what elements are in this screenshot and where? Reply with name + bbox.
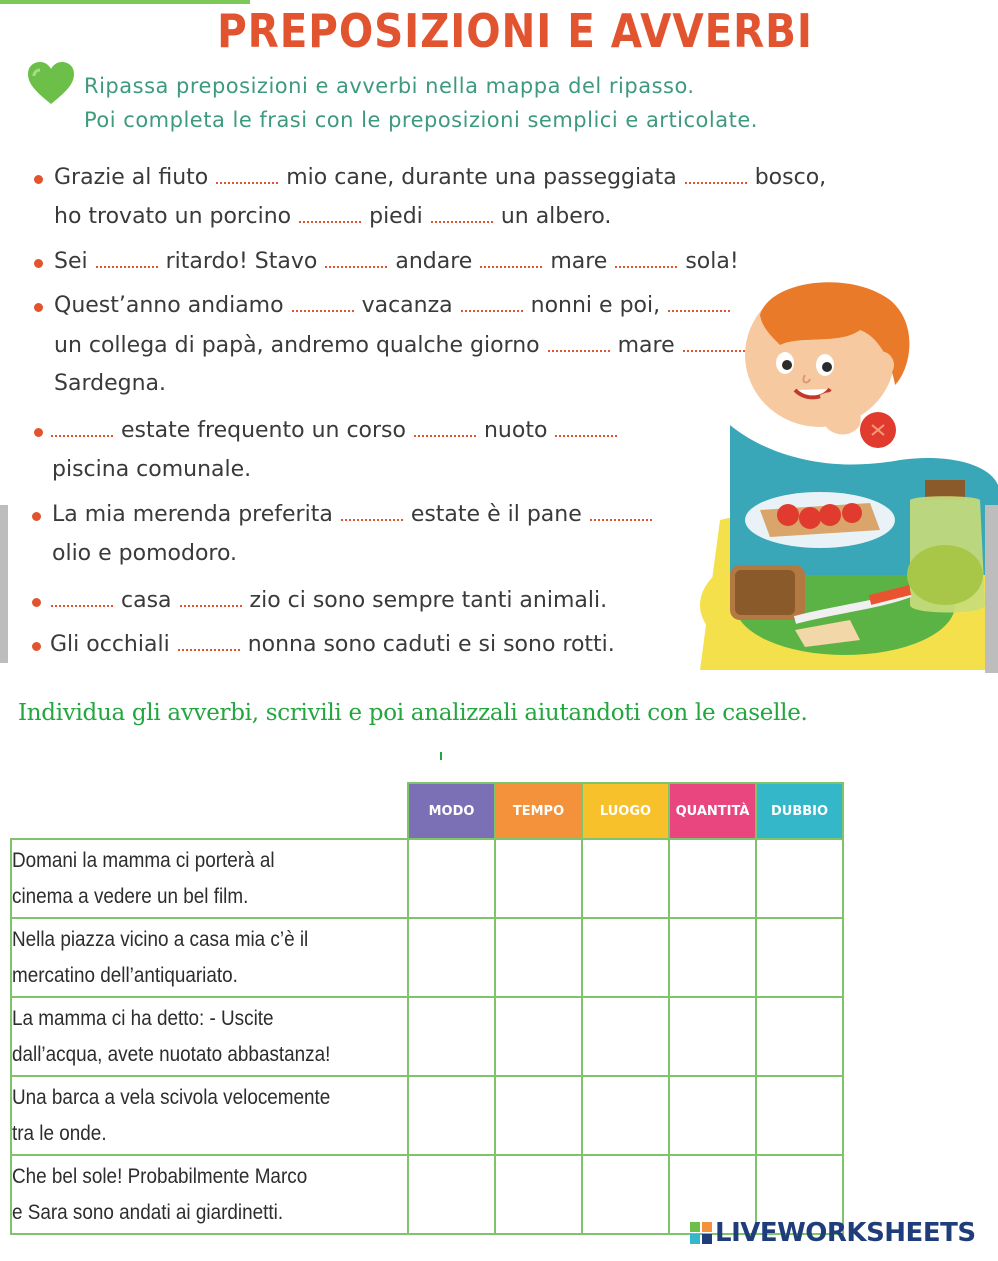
- header-quantita: QUANTITÀ: [669, 783, 756, 839]
- blank-field[interactable]: [555, 429, 617, 437]
- exercise-line: estate frequento un corso nuoto: [50, 418, 618, 443]
- answer-cell-luogo[interactable]: [582, 1076, 669, 1155]
- answer-cell-dubbio[interactable]: [756, 839, 843, 918]
- task-instruction: Individua gli avverbi, scrivili e poi analizzali aiutandoti con le caselle.: [18, 700, 808, 726]
- answer-cell-quantita[interactable]: [669, 997, 756, 1076]
- blank-field[interactable]: [341, 513, 403, 521]
- answer-cell-modo[interactable]: [408, 1155, 495, 1234]
- exercise-line: olio e pomodoro.: [52, 541, 238, 566]
- scroll-edge-left: [0, 505, 8, 663]
- header-modo: MODO: [408, 783, 495, 839]
- answer-cell-modo[interactable]: [408, 1076, 495, 1155]
- answer-cell-dubbio[interactable]: [756, 1076, 843, 1155]
- sentence-cell: Che bel sole! Probabilmente Marco e Sara sono andati ai giardinetti.: [11, 1155, 408, 1234]
- bullet: [34, 428, 43, 437]
- blank-field[interactable]: [480, 260, 542, 268]
- table-row: [11, 1076, 843, 1155]
- answer-cell-tempo[interactable]: [495, 1076, 582, 1155]
- blank-field[interactable]: [414, 429, 476, 437]
- answer-cell-modo[interactable]: [408, 918, 495, 997]
- header-dubbio: DUBBIO: [756, 783, 843, 839]
- answer-cell-modo[interactable]: [408, 839, 495, 918]
- adverb-table: [10, 782, 844, 1235]
- bullet: [32, 512, 41, 521]
- sentence-cell: Domani la mamma ci porterà al cinema a vedere un bel film.: [11, 839, 408, 918]
- blank-field[interactable]: [685, 176, 747, 184]
- sentence-cell: Una barca a vela scivola velocemente tra le onde.: [11, 1076, 408, 1155]
- answer-cell-tempo[interactable]: [495, 1155, 582, 1234]
- liveworksheets-logo: LIVEWORKSHEETS: [690, 1218, 976, 1248]
- blank-field[interactable]: [461, 304, 523, 312]
- table-row: [11, 918, 843, 997]
- header-empty-cell: [11, 783, 408, 839]
- answer-cell-luogo[interactable]: [582, 918, 669, 997]
- bullet: [34, 303, 43, 312]
- bullet: [34, 175, 43, 184]
- answer-cell-quantita[interactable]: [669, 918, 756, 997]
- blank-field[interactable]: [51, 599, 113, 607]
- exercise-line: Sardegna.: [54, 371, 166, 396]
- boy-eating-illustration: [700, 275, 998, 670]
- table-header-row: [11, 783, 843, 839]
- exercise-line: piscina comunale.: [52, 457, 252, 482]
- blank-field[interactable]: [96, 260, 158, 268]
- exercise-line: La mia merenda preferita estate è il pane: [52, 502, 653, 527]
- exercise-line: Quest’anno andiamo vacanza nonni e poi,: [54, 293, 731, 318]
- blank-field[interactable]: [216, 176, 278, 184]
- exercise-line: Sei ritardo! Stavo andare mare sola!: [54, 249, 739, 274]
- header-tempo: TEMPO: [495, 783, 582, 839]
- mark: [440, 752, 442, 760]
- liveworksheets-logo-icon: [690, 1222, 712, 1244]
- blank-field[interactable]: [180, 599, 242, 607]
- sentence-cell: Nella piazza vicino a casa mia c’è il mercatino dell’antiquariato.: [11, 918, 408, 997]
- answer-cell-modo[interactable]: [408, 997, 495, 1076]
- answer-cell-quantita[interactable]: [669, 839, 756, 918]
- scroll-edge-right: [985, 505, 998, 673]
- exercise-line: casa zio ci sono sempre tanti animali.: [50, 588, 607, 613]
- table-row: [11, 839, 843, 918]
- answer-cell-dubbio[interactable]: [756, 918, 843, 997]
- exercise-line: Grazie al fiuto mio cane, durante una passeggiata bosco,: [54, 165, 827, 190]
- sentence-cell: La mamma ci ha detto: - Uscite dall’acqua, avete nuotato abbastanza!: [11, 997, 408, 1076]
- answer-cell-tempo[interactable]: [495, 997, 582, 1076]
- answer-cell-tempo[interactable]: [495, 839, 582, 918]
- table-row: [11, 997, 843, 1076]
- answer-cell-tempo[interactable]: [495, 918, 582, 997]
- exercise-line: ho trovato un porcino piedi un albero.: [54, 204, 612, 229]
- bullet: [32, 598, 41, 607]
- answer-cell-luogo[interactable]: [582, 839, 669, 918]
- bullet: [32, 642, 41, 651]
- bullet: [34, 259, 43, 268]
- exercise-line: un collega di papà, andremo qualche giorno mare: [54, 333, 746, 358]
- answer-cell-dubbio[interactable]: [756, 997, 843, 1076]
- blank-field[interactable]: [51, 429, 113, 437]
- answer-cell-luogo[interactable]: [582, 1155, 669, 1234]
- heart-icon: [26, 60, 76, 106]
- blank-field[interactable]: [292, 304, 354, 312]
- header-luogo: LUOGO: [582, 783, 669, 839]
- blank-field[interactable]: [615, 260, 677, 268]
- instruction-line-1: Ripassa preposizioni e avverbi nella mappa del ripasso.: [84, 74, 695, 98]
- exercise-line: Gli occhiali nonna sono caduti e si sono rotti.: [50, 632, 615, 657]
- instruction-line-2: Poi completa le frasi con le preposizioni semplici e articolate.: [84, 108, 758, 132]
- blank-field[interactable]: [590, 513, 652, 521]
- answer-cell-quantita[interactable]: [669, 1076, 756, 1155]
- blank-field[interactable]: [178, 643, 240, 651]
- blank-field[interactable]: [431, 215, 493, 223]
- blank-field[interactable]: [325, 260, 387, 268]
- answer-cell-luogo[interactable]: [582, 997, 669, 1076]
- page-title: PREPOSIZIONI E AVVERBI: [217, 4, 813, 58]
- blank-field[interactable]: [299, 215, 361, 223]
- blank-field[interactable]: [548, 344, 610, 352]
